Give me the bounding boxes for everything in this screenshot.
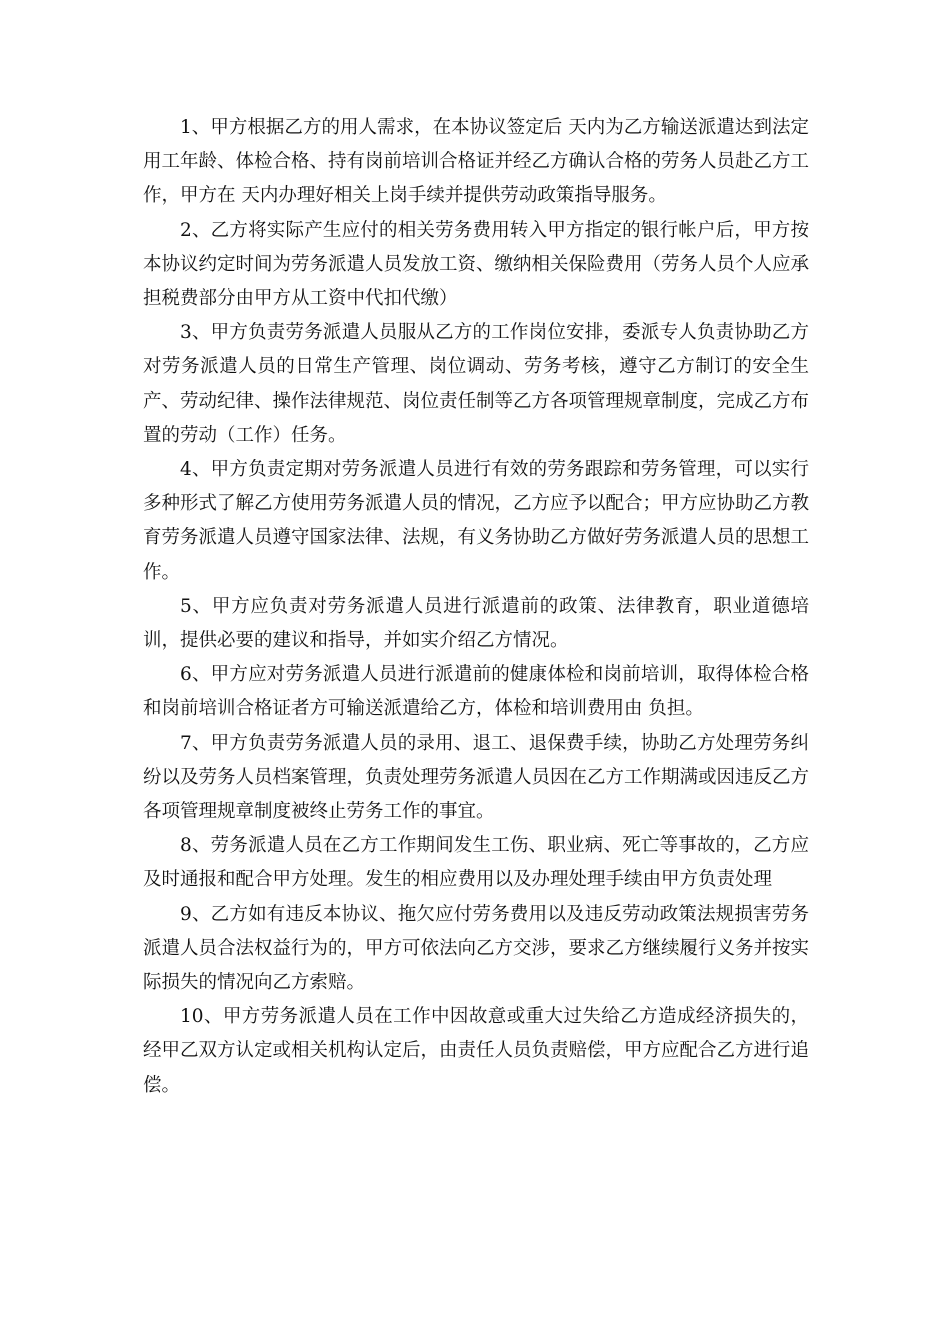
clause-2: 2、乙方将实际产生应付的相关劳务费用转入甲方指定的银行帐户后，甲方按本协议约定时间为劳务派遣人员发放工资、缴纳相关保险费用（劳务人员个人应承担税费部分由甲方从工资中代扣代缴） bbox=[143, 219, 810, 310]
clause-6: 6、甲方应对劳务派遣人员进行派遣前的健康体检和岗前培训，取得体检合格和岗前培训合格证者方可输送派遣给乙方，体检和培训费用由 负担。 bbox=[143, 664, 809, 720]
clause-1: 1、甲方根据乙方的用人需求，在本协议签定后 天内为乙方输送派遣达到法定用工年龄、体检合格、持有岗前培训合格证并经乙方确认合格的劳务人员赴乙方工作，甲方在 天内办理好相关上岗手续并提供劳动政策指导服务。 bbox=[143, 117, 810, 207]
clause-5: 5、甲方应负责对劳务派遣人员进行派遣前的政策、法律教育，职业道德培训，提供必要的建议和指导，并如实介绍乙方情况。 bbox=[143, 595, 809, 652]
clause-9: 9、乙方如有违反本协议、拖欠应付劳务费用以及违反劳动政策法规损害劳务派遣人员合法权益行为的，甲方可依法向乙方交涉，要求乙方继续履行义务并按实际损失的情况向乙方索赔。 bbox=[143, 903, 810, 994]
clause-8: 8、劳务派遣人员在乙方工作期间发生工伤、职业病、死亡等事故的，乙方应及时通报和配合甲方处理。发生的相应费用以及办理处理手续由甲方负责处理 bbox=[143, 835, 809, 891]
clause-10: 10、甲方劳务派遣人员在工作中因故意或重大过失给乙方造成经济损失的，经甲乙双方认定或相关机构认定后，由责任人员负责赔偿，甲方应配合乙方进行追偿。 bbox=[143, 1006, 810, 1096]
clause-7: 7、甲方负责劳务派遣人员的录用、退工、退保费手续，协助乙方处理劳务纠纷以及劳务人员档案管理，负责处理劳务派遣人员因在乙方工作期满或因违反乙方各项管理规章制度被终止劳务工作的事宜。 bbox=[143, 732, 810, 823]
clause-4: 4、甲方负责定期对劳务派遣人员进行有效的劳务跟踪和劳务管理，可以实行多种形式了解乙方使用劳务派遣人员的情况，乙方应予以配合；甲方应协助乙方教育劳务派遣人员遵守国家法律、法规，有义务协助乙方做好劳务派遣人员的思想工作。 bbox=[143, 459, 810, 583]
clause-3: 3、甲方负责劳务派遣人员服从乙方的工作岗位安排，委派专人负责协助乙方对劳务派遣人员的日常生产管理、岗位调动、劳务考核，遵守乙方制订的安全生产、劳动纪律、操作法律规范、岗位责任制等乙方各项管理规章制度，完成乙方布置的劳动（工作）任务。 bbox=[143, 322, 810, 446]
document-body bbox=[143, 111, 809, 1103]
